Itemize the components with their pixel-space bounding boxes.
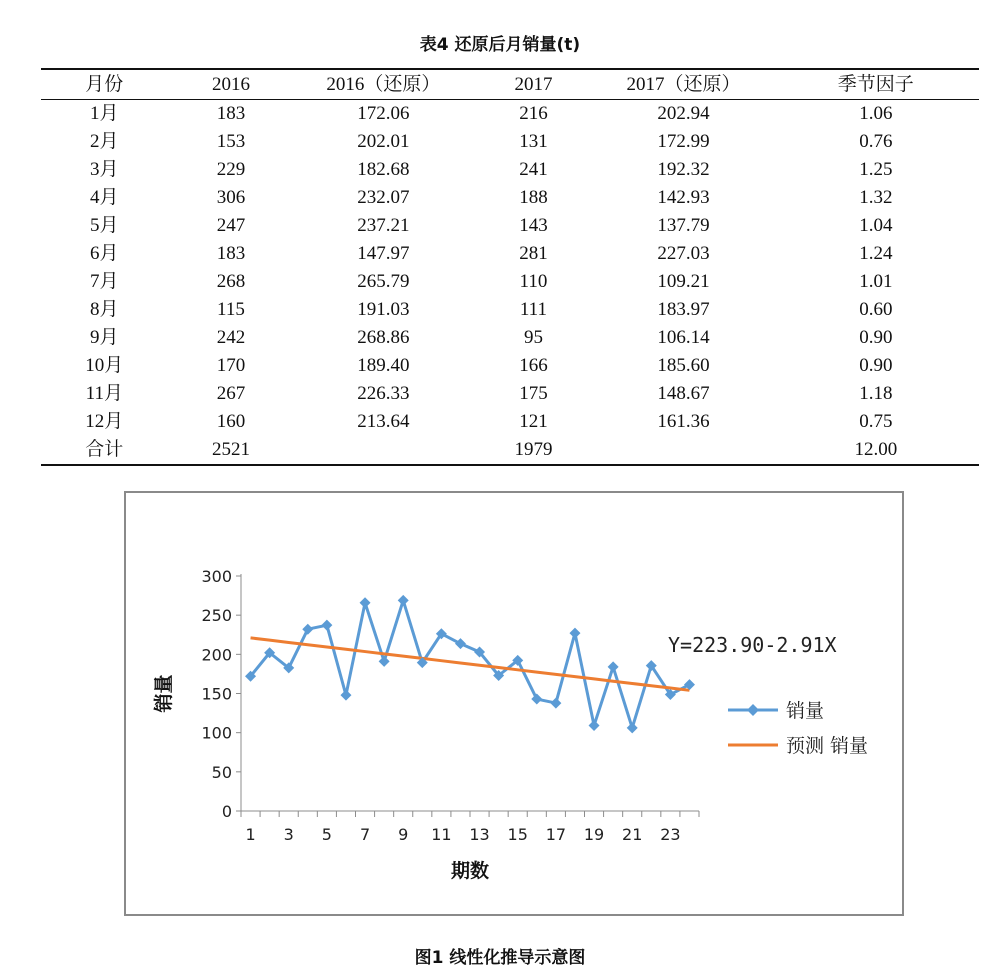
cell-season-factor: 1.06 <box>859 103 893 124</box>
cell-v2017: 175 <box>519 383 548 404</box>
cell-v2017: 95 <box>523 327 543 348</box>
sales-data-point <box>531 694 542 705</box>
table-row <box>41 156 979 184</box>
cell-v2016: 2521 <box>211 439 250 460</box>
cell-v2016-restored: 226.33 <box>357 383 410 404</box>
x-tick-label: 21 <box>622 825 643 844</box>
table-caption: 表4 还原后月销量(t) <box>419 35 581 55</box>
cell-season-factor: 12.00 <box>854 439 898 460</box>
cell-month: 9月 <box>90 327 119 348</box>
sales-data-point <box>302 624 313 635</box>
cell-v2017: 121 <box>519 411 548 432</box>
y-tick-label: 250 <box>201 606 232 626</box>
cell-season-factor: 1.32 <box>859 187 893 208</box>
cell-v2016: 115 <box>217 299 245 320</box>
x-tick-label: 19 <box>583 825 605 844</box>
cell-v2017-restored: 142.93 <box>657 187 710 208</box>
cell-month: 12月 <box>85 411 124 432</box>
y-tick-label: 0 <box>221 802 232 821</box>
cell-v2017: 131 <box>519 131 548 152</box>
cell-season-factor: 0.75 <box>859 411 893 432</box>
header-2017: 2017 <box>514 73 553 95</box>
cell-v2017: 143 <box>519 215 548 236</box>
cell-v2016-restored: 202.01 <box>357 131 410 152</box>
y-tick-label: 150 <box>201 684 232 704</box>
cell-v2017-restored: 227.03 <box>657 243 710 264</box>
cell-month: 6月 <box>90 243 119 264</box>
table-row <box>41 380 979 408</box>
cell-month: 7月 <box>90 271 119 292</box>
cell-v2017-restored: 137.79 <box>657 215 710 236</box>
sales-data-point <box>608 661 619 672</box>
y-tick-label: 50 <box>211 762 232 782</box>
cell-v2017-restored: 185.60 <box>657 355 710 376</box>
figure-caption: 图1 线性化推导示意图 <box>414 948 586 968</box>
cell-v2016-restored: 191.03 <box>357 299 410 320</box>
y-tick-label: 100 <box>201 723 232 743</box>
table-row <box>41 324 979 352</box>
cell-v2016-restored: 172.06 <box>357 103 410 124</box>
cell-v2016-restored: 213.64 <box>357 411 410 432</box>
cell-season-factor: 1.18 <box>859 383 893 404</box>
table-row <box>41 352 979 380</box>
cell-v2016-restored: 182.68 <box>357 159 410 180</box>
sales-data-point <box>589 720 600 731</box>
cell-v2017: 188 <box>519 187 548 208</box>
cell-v2016: 268 <box>216 271 246 292</box>
y-tick-label: 300 <box>201 567 232 586</box>
table-row <box>41 184 979 212</box>
sales-data-point <box>398 595 409 606</box>
header-2016-restored: 2016（还原） <box>326 73 441 95</box>
table-row <box>41 268 979 296</box>
cell-v2017: 241 <box>519 159 548 180</box>
cell-month: 11月 <box>85 383 123 404</box>
cell-month: 4月 <box>90 187 119 208</box>
cell-v2017-restored: 106.14 <box>657 327 710 348</box>
cell-month: 2月 <box>90 131 119 152</box>
cell-season-factor: 0.76 <box>859 131 893 152</box>
x-tick-label: 3 <box>283 825 294 844</box>
cell-month: 10月 <box>85 355 124 376</box>
table-row <box>41 240 979 268</box>
header-2016: 2016 <box>211 73 250 95</box>
cell-v2017-restored: 161.36 <box>657 411 710 432</box>
cell-v2016-restored: 237.21 <box>357 215 410 236</box>
cell-v2017: 110 <box>519 271 548 292</box>
sales-data-point <box>379 656 390 667</box>
table-body <box>41 100 979 466</box>
line-chart <box>126 493 902 914</box>
cell-v2017: 166 <box>519 355 548 376</box>
x-tick-label: 11 <box>431 825 452 844</box>
table-row <box>41 436 979 465</box>
cell-month: 8月 <box>90 299 119 320</box>
x-tick-label: 7 <box>359 825 371 844</box>
figure-frame <box>124 491 904 916</box>
cell-v2017-restored: 148.67 <box>657 383 710 404</box>
cell-v2017-restored: 172.99 <box>657 131 710 152</box>
cell-v2017-restored: 183.97 <box>657 299 710 320</box>
cell-v2016-restored <box>294 436 472 465</box>
cell-month: 3月 <box>90 159 119 180</box>
x-tick-label: 1 <box>245 825 256 844</box>
legend-sales-marker <box>747 704 759 716</box>
cell-month: 5月 <box>90 215 119 236</box>
cell-v2016: 183 <box>216 103 246 124</box>
cell-v2016-restored: 232.07 <box>357 187 410 208</box>
x-tick-label: 13 <box>469 825 490 844</box>
sales-table <box>41 68 979 466</box>
sales-data-point <box>569 628 580 639</box>
cell-season-factor: 1.04 <box>859 215 893 236</box>
trend-series-line <box>251 638 690 690</box>
x-axis-title: 期数 <box>450 860 490 882</box>
cell-v2016-restored: 147.97 <box>357 243 410 264</box>
cell-month: 1月 <box>90 103 119 124</box>
cell-v2017-restored: 192.32 <box>657 159 710 180</box>
sales-data-point <box>627 722 638 733</box>
x-tick-label: 17 <box>545 825 567 844</box>
cell-season-factor: 0.90 <box>859 355 893 376</box>
cell-v2017-restored: 109.21 <box>657 271 710 292</box>
sales-data-point <box>340 690 351 701</box>
header-month: 月份 <box>85 73 124 95</box>
trend-equation-annotation: Y=223.90-2.91X <box>668 633 837 657</box>
cell-v2016: 183 <box>216 243 246 264</box>
table-row <box>41 100 979 129</box>
table-row <box>41 212 979 240</box>
header-season-factor: 季节因子 <box>837 73 914 95</box>
x-tick-label: 5 <box>321 825 332 844</box>
cell-v2016: 247 <box>216 215 246 236</box>
y-tick-label: 200 <box>201 645 232 665</box>
cell-season-factor: 1.01 <box>859 271 893 292</box>
x-tick-label: 15 <box>507 825 528 844</box>
cell-v2016-restored: 265.79 <box>357 271 410 292</box>
x-tick-label: 23 <box>660 825 681 844</box>
legend-sales-label: 销量 <box>786 700 825 722</box>
table-row <box>41 296 979 324</box>
cell-v2016: 153 <box>216 131 246 152</box>
header-2017-restored: 2017（还原） <box>626 73 741 95</box>
cell-season-factor: 0.90 <box>859 327 893 348</box>
sales-data-point <box>550 698 561 709</box>
cell-v2016: 242 <box>216 327 246 348</box>
table-row <box>41 408 979 436</box>
cell-v2017-restored <box>594 436 772 465</box>
cell-v2016: 229 <box>216 159 246 180</box>
table-header <box>41 69 979 100</box>
cell-season-factor: 0.60 <box>859 299 893 320</box>
cell-v2017: 1979 <box>514 439 553 460</box>
x-tick-label: 9 <box>398 825 409 844</box>
header-row <box>41 69 979 100</box>
sales-data-point <box>455 638 466 649</box>
cell-v2016-restored: 189.40 <box>357 355 410 376</box>
cell-v2016: 267 <box>216 383 246 404</box>
cell-v2017-restored: 202.94 <box>657 103 710 124</box>
cell-v2016: 160 <box>216 411 246 432</box>
cell-v2017: 281 <box>519 243 548 264</box>
sales-data-point <box>360 597 371 608</box>
cell-v2016-restored: 268.86 <box>357 327 410 348</box>
cell-v2017: 216 <box>519 103 548 124</box>
sales-data-point <box>321 620 332 631</box>
table-row <box>41 128 979 156</box>
cell-season-factor: 1.24 <box>859 243 893 264</box>
legend-trend-label: 预测 销量 <box>786 735 869 757</box>
cell-v2016: 170 <box>216 355 246 376</box>
cell-month: 合计 <box>85 439 124 460</box>
cell-v2017: 111 <box>519 299 547 320</box>
cell-season-factor: 1.25 <box>859 159 893 180</box>
cell-v2016: 306 <box>216 187 246 208</box>
y-axis-title: 销量 <box>153 674 175 713</box>
